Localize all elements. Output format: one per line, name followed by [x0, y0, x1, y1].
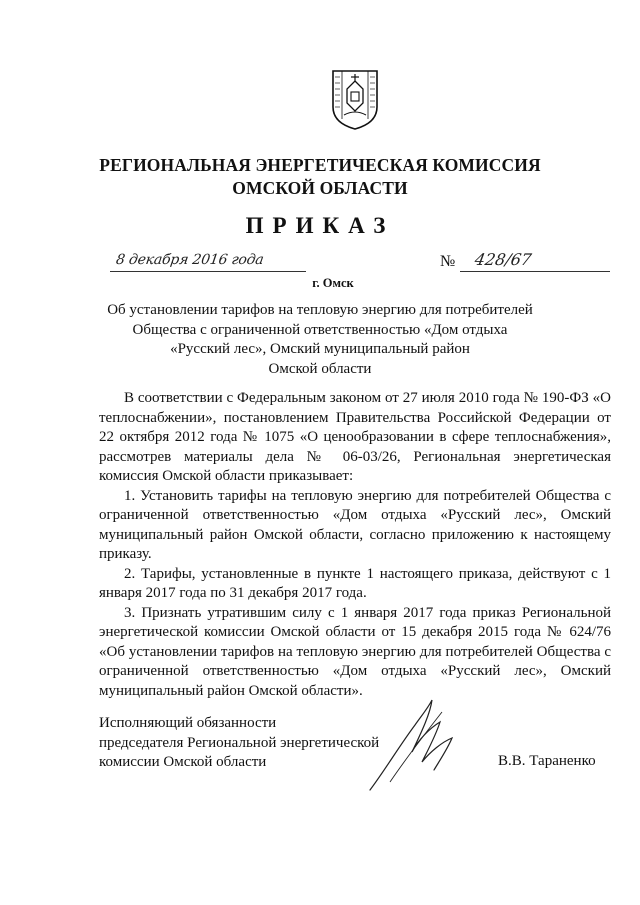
title-line: «Русский лес», Омский муниципальный район: [170, 341, 470, 357]
organization-name-line2: ОМСКОЙ ОБЛАСТИ: [232, 178, 408, 198]
number-sign: №: [440, 253, 456, 270]
title-line: Об установлении тарифов на тепловую энергию для потребителей: [107, 302, 533, 318]
document-type-heading: ПРИКАЗ: [245, 213, 395, 238]
date-underline: [110, 271, 306, 272]
handwritten-signature: [360, 690, 480, 800]
coat-of-arms-icon: [330, 69, 380, 131]
number-underline: [460, 271, 610, 272]
clause-1-paragraph: 1. Установить тарифы на тепловую энергию для потребителей Общества с ограниченной ответственностью «Дом отдыха «Русский лес», Омский муниципальный район Омской области, согласно приложению к настоящему приказу.: [99, 487, 611, 562]
signatory-position: [99, 714, 379, 773]
city-label: г. Омск: [312, 276, 354, 290]
title-line: Общества с ограниченной ответственностью «Дом отдыха: [132, 321, 508, 338]
handwritten-order-number: 428/67: [473, 250, 533, 269]
signatory-line: комиссии Омской области: [99, 754, 267, 770]
title-line: Омской области: [268, 360, 372, 377]
clause-2-paragraph: 2. Тарифы, установленные в пункте 1 настоящего приказа, действуют с 1 января 2017 года по 31 декабря 2017 года.: [99, 565, 611, 601]
organization-name-line1: РЕГИОНАЛЬНАЯ ЭНЕРГЕТИЧЕСКАЯ КОМИССИЯ: [99, 155, 541, 175]
signatory-name: В.В. Тараненко: [498, 753, 596, 769]
signatory-line: председателя Региональной энергетической: [99, 734, 380, 751]
signatory-line: Исполняющий обязанности: [99, 715, 277, 731]
clause-3-paragraph: 3. Признать утратившим силу с 1 января 2017 года приказ Региональной энергетической комиссии Омской области от 15 декабря 2015 года № 624/76 «Об установлении тарифов на тепловую энергию для потребителей Общества с ограниченной ответственностью «Дом отдыха «Русский лес», Омский муниципальный район Омской области».: [99, 604, 611, 699]
handwritten-date: 8 декабря 2016 года: [114, 252, 265, 268]
preamble-paragraph: В соответствии с Федеральным законом от 27 июля 2010 года № 190-ФЗ «О теплоснабжении», постановлением Правительства Российской Федерации от 22 октября 2012 года № 1075 «О ценообразовании в сфере теплоснабжения», рассмотрев материалы дела № 06-03/26, Региональная энергетическая комиссия Омской области приказывает:: [99, 390, 611, 484]
order-body: [99, 389, 611, 701]
order-title: [0, 301, 640, 379]
